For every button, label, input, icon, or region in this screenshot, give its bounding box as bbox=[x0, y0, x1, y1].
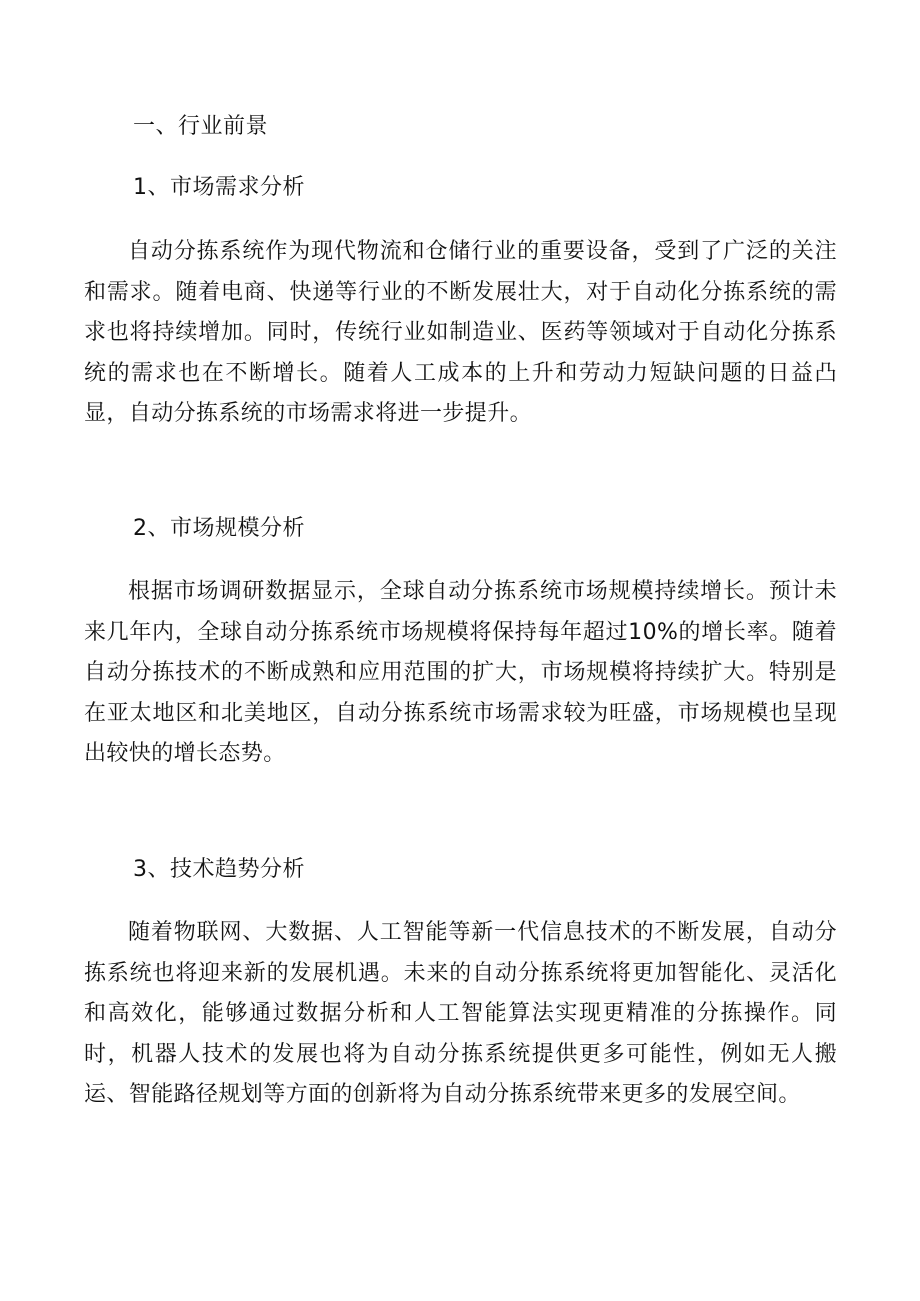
section-title: 一、行业前景 bbox=[133, 114, 269, 139]
subsection-heading-market-demand: 1、市场需求分析 bbox=[133, 175, 305, 200]
paragraph-market-size: 根据市场调研数据显示，全球自动分拣系统市场规模持续增长。预计未来几年内，全球自动分拣系统市场规模将保持每年超过10%的增长率。随着自动分拣技术的不断成熟和应用范围的扩大，市场规模将持续扩大。特别是在亚太地区和北美地区，自动分拣系统市场需求较为旺盛，市场规模也呈现出较快的增长态势。 bbox=[84, 579, 837, 766]
paragraph-market-demand: 自动分拣系统作为现代物流和仓储行业的重要设备，受到了广泛的关注和需求。随着电商、快递等行业的不断发展壮大，对于自动化分拣系统的需求也将持续增加。同时，传统行业如制造业、医药等领域对于自动化分拣系统的需求也在不断增长。随着人工成本的上升和劳动力短缺问题的日益凸显，自动分拣系统的市场需求将进一步提升。 bbox=[84, 239, 837, 426]
paragraph-technology-trends: 随着物联网、大数据、人工智能等新一代信息技术的不断发展，自动分拣系统也将迎来新的发展机遇。未来的自动分拣系统将更加智能化、灵活化和高效化，能够通过数据分析和人工智能算法实现更精准的分拣操作。同时，机器人技术的发展也将为自动分拣系统提供更多可能性，例如无人搬运、智能路径规划等方面的创新将为自动分拣系统带来更多的发展空间。 bbox=[84, 920, 837, 1107]
subsection-heading-market-size: 2、市场规模分析 bbox=[133, 516, 305, 541]
subsection-heading-technology-trends: 3、技术趋势分析 bbox=[133, 857, 305, 882]
